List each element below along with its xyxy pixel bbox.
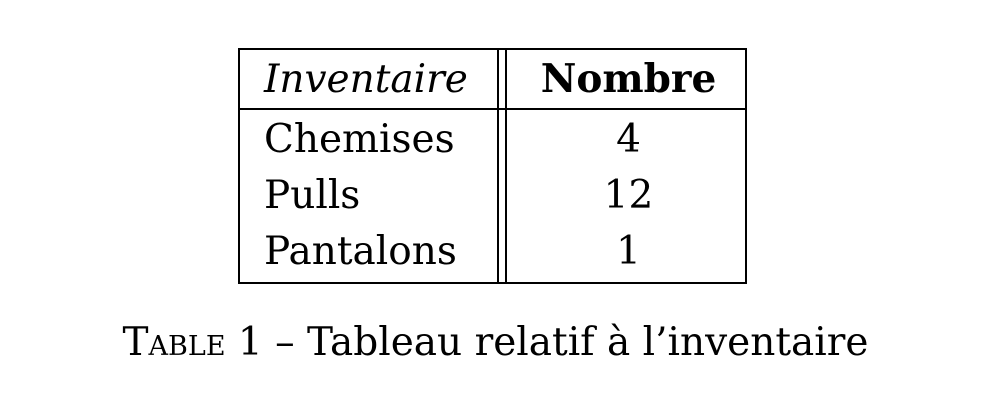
caption-separator: – bbox=[262, 320, 308, 365]
table-row-count: 1 bbox=[616, 229, 641, 274]
table-row-count: 4 bbox=[616, 117, 641, 162]
caption-text: Tableau relatif à l’inventaire bbox=[307, 320, 869, 365]
header-divider bbox=[240, 108, 745, 110]
table-row-item: Pulls bbox=[264, 173, 361, 218]
header-nombre: Nombre bbox=[540, 56, 717, 102]
column-divider-right bbox=[505, 50, 507, 282]
caption-label: Table 1 bbox=[122, 320, 263, 365]
column-divider-left bbox=[497, 50, 499, 282]
table-row-count: 12 bbox=[603, 173, 654, 218]
table-caption bbox=[0, 320, 991, 365]
header-inventaire: Inventaire bbox=[264, 57, 468, 102]
inventory-table bbox=[238, 48, 747, 284]
table-row-item: Pantalons bbox=[264, 229, 457, 274]
table-row-item: Chemises bbox=[264, 117, 455, 162]
